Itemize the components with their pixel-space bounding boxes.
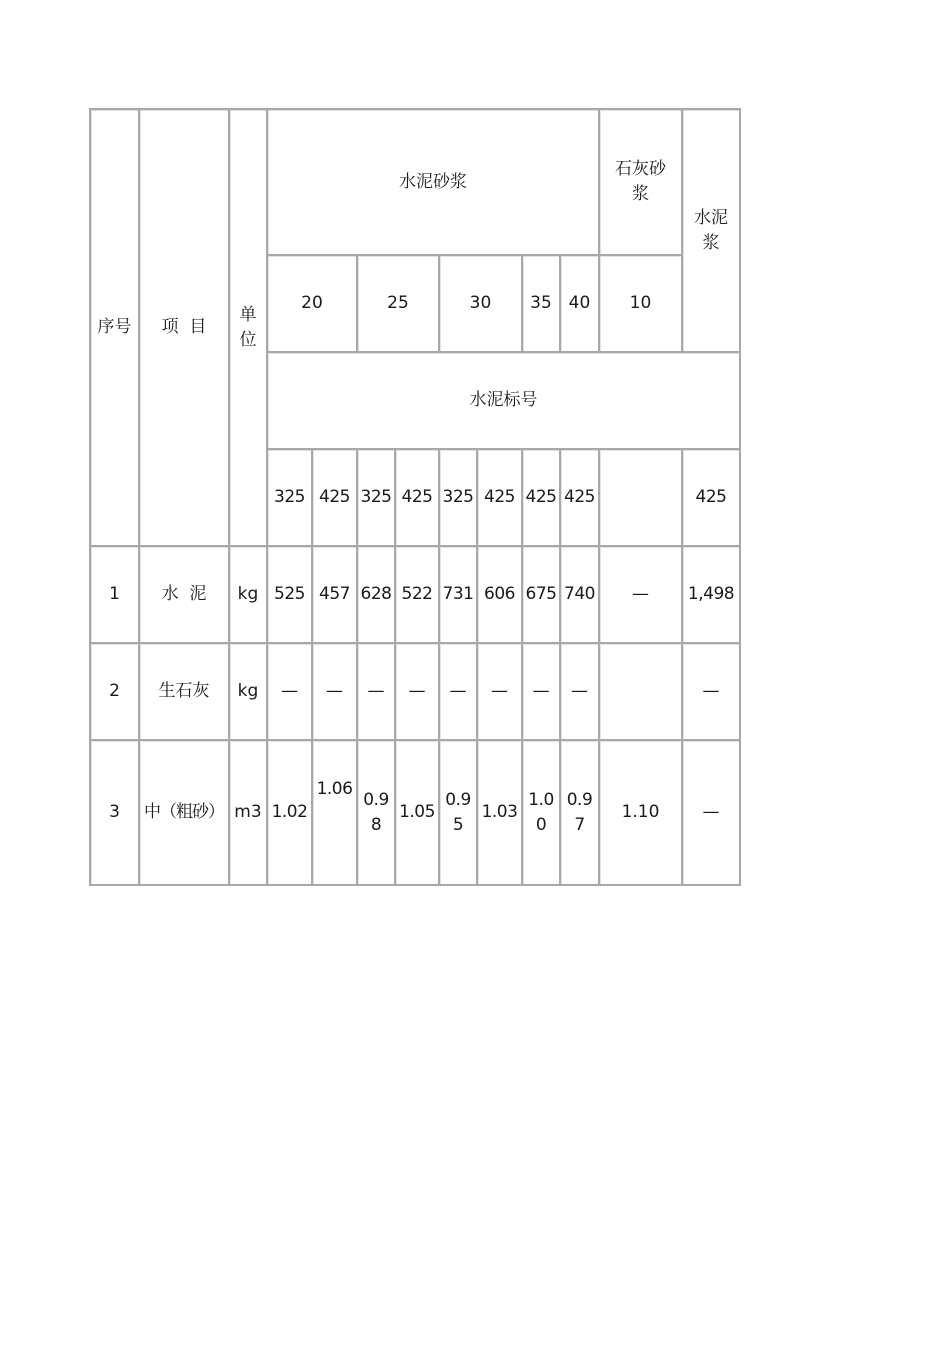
value-cell: 1.03	[478, 741, 523, 886]
value-cell: 1,498	[683, 547, 741, 644]
strength-25: 25	[358, 256, 440, 353]
value-cell: 525	[268, 547, 313, 644]
strength-20: 20	[268, 256, 358, 353]
value-cell: 675	[523, 547, 561, 644]
grade-cell: 425	[523, 450, 561, 547]
value-cell: 628	[358, 547, 396, 644]
mortar-mix-table	[89, 108, 741, 886]
value-cell: —	[600, 547, 683, 644]
strength-10: 10	[600, 256, 683, 353]
value-cell: 1.05	[396, 741, 440, 886]
grade-cell: 425	[683, 450, 741, 547]
value-cell	[600, 644, 683, 741]
grade-cell: 325	[268, 450, 313, 547]
header-unit: 单位	[230, 110, 268, 547]
grade-cell: 425	[313, 450, 358, 547]
value-cell: —	[268, 644, 313, 741]
row-item: 中（粗砂）	[140, 741, 230, 886]
strength-35: 35	[523, 256, 561, 353]
header-seq: 序号	[91, 110, 140, 547]
value-cell: —	[358, 644, 396, 741]
table-row	[91, 547, 741, 644]
value-cell: —	[683, 644, 741, 741]
header-lime-mortar: 石灰砂浆	[600, 110, 683, 256]
row-unit: kg	[230, 644, 268, 741]
header-cement-grade: 水泥标号	[268, 353, 741, 450]
value-cell: 1.06	[313, 741, 358, 886]
value-cell: 606	[478, 547, 523, 644]
value-cell: 1.02	[268, 741, 313, 886]
grade-cell: 425	[561, 450, 600, 547]
strength-30: 30	[440, 256, 523, 353]
header-cement-paste: 水泥浆	[683, 110, 741, 353]
value-cell: 731	[440, 547, 478, 644]
row-seq: 3	[91, 741, 140, 886]
row-item: 生石灰	[140, 644, 230, 741]
value-cell: —	[523, 644, 561, 741]
row-unit: m3	[230, 741, 268, 886]
grade-cell: 325	[358, 450, 396, 547]
grade-cell: 425	[396, 450, 440, 547]
row-unit: kg	[230, 547, 268, 644]
row-seq: 2	[91, 644, 140, 741]
header-cement-mortar: 水泥砂浆	[268, 110, 600, 256]
value-cell: 1.00	[523, 741, 561, 886]
table-row	[91, 644, 741, 741]
value-cell: —	[396, 644, 440, 741]
table-row	[91, 741, 741, 886]
value-cell: 457	[313, 547, 358, 644]
value-cell: 0.95	[440, 741, 478, 886]
value-cell: 1.10	[600, 741, 683, 886]
value-cell: 740	[561, 547, 600, 644]
grade-cell: 325	[440, 450, 478, 547]
grade-cell	[600, 450, 683, 547]
value-cell: 522	[396, 547, 440, 644]
value-cell: 0.97	[561, 741, 600, 886]
grade-cell: 425	[478, 450, 523, 547]
value-cell: —	[440, 644, 478, 741]
value-cell: —	[478, 644, 523, 741]
row-item: 水 泥	[140, 547, 230, 644]
value-cell: —	[313, 644, 358, 741]
strength-40: 40	[561, 256, 600, 353]
header-item: 项 目	[140, 110, 230, 547]
value-cell: 0.98	[358, 741, 396, 886]
row-seq: 1	[91, 547, 140, 644]
value-cell: —	[683, 741, 741, 886]
value-cell: —	[561, 644, 600, 741]
